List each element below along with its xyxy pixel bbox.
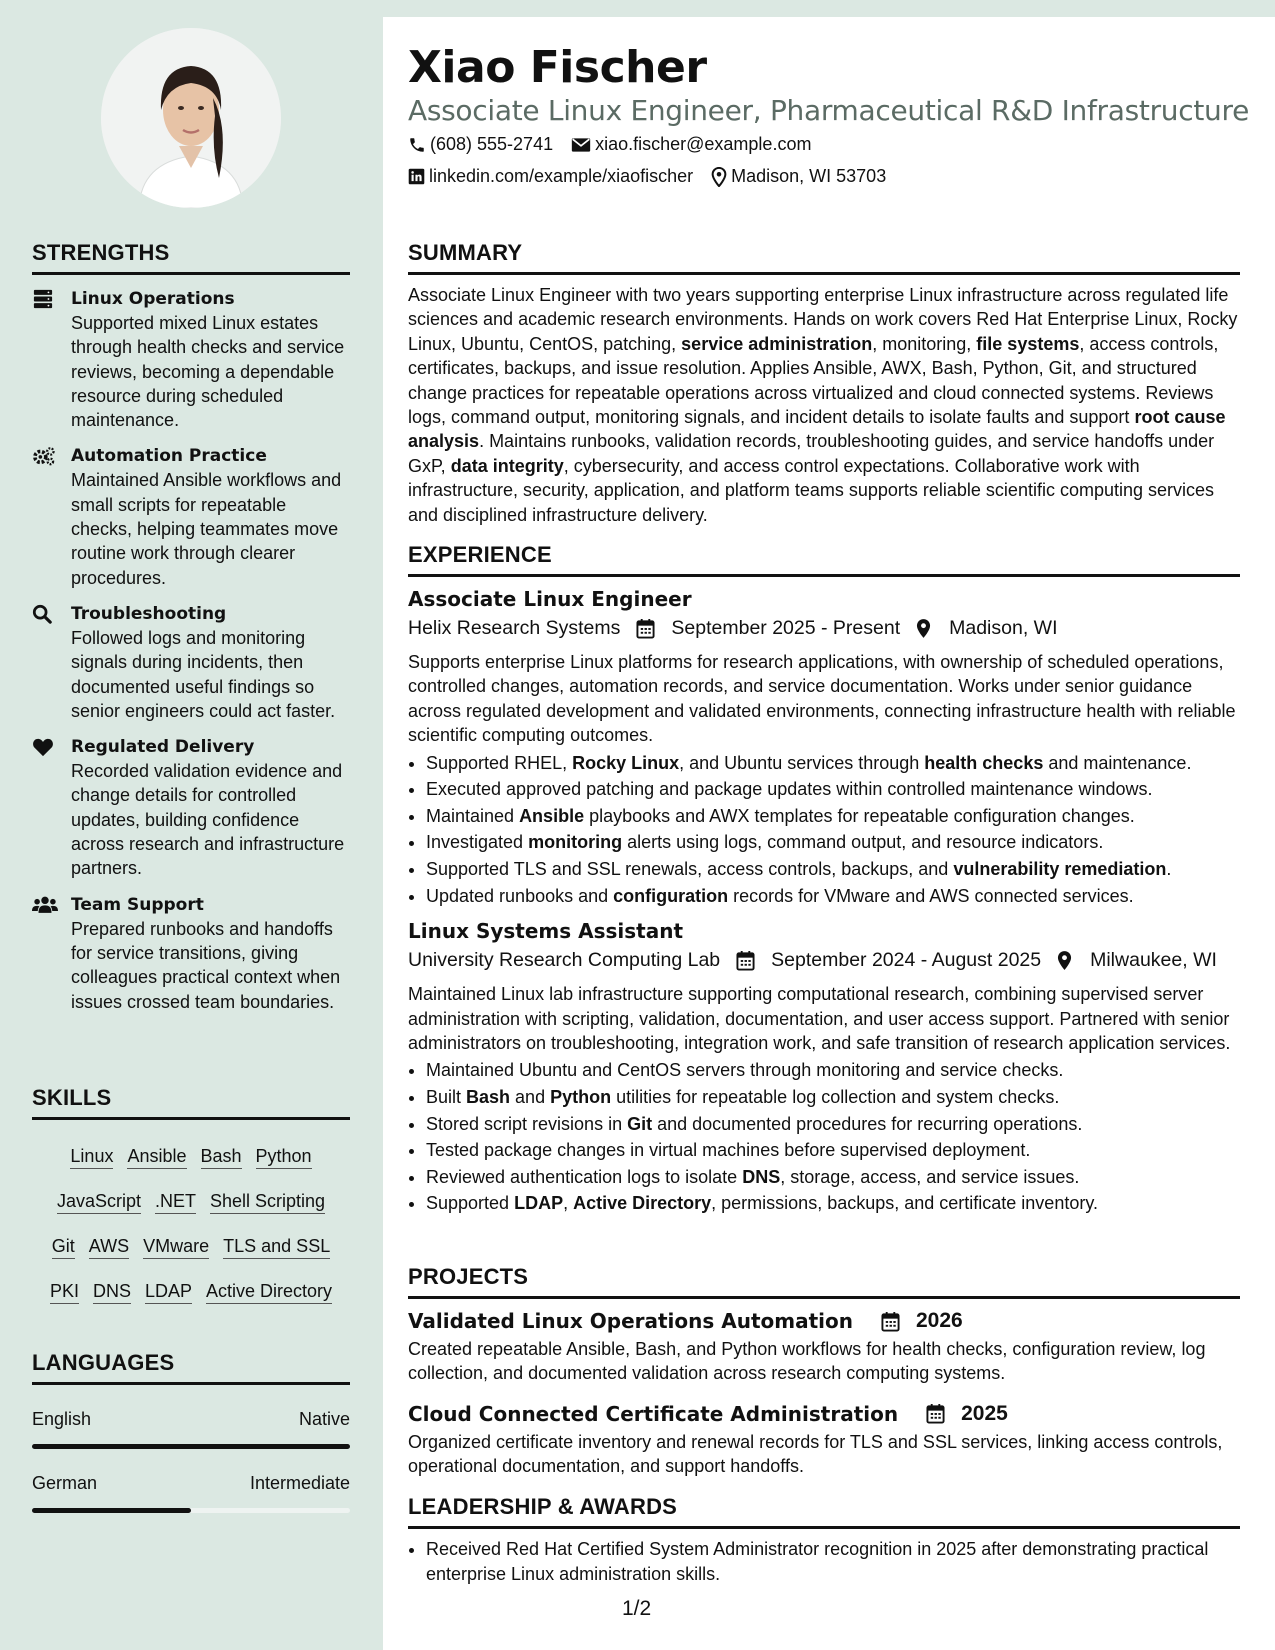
job-company: University Research Computing Lab bbox=[408, 949, 721, 972]
bullet-item: • Reviewed authentication logs to isolate DNS, storage, access, and service issues. bbox=[426, 1164, 1240, 1191]
map-pin-icon bbox=[711, 167, 727, 187]
job-bullets bbox=[408, 750, 1240, 910]
skill-tag: Git bbox=[52, 1235, 75, 1259]
job-location-text: Milwaukee, WI bbox=[1090, 949, 1217, 972]
page-number: 1/2 bbox=[622, 1597, 652, 1620]
project-title bbox=[408, 1309, 1240, 1333]
leadership-list bbox=[408, 1537, 1240, 1587]
map-pin-icon bbox=[1057, 950, 1080, 971]
skill-tag: DNS bbox=[93, 1280, 131, 1304]
strength-item bbox=[32, 735, 350, 880]
strength-desc: Recorded validation evidence and change details for controlled updates, building confidence across research and infrastructure partners. bbox=[71, 761, 345, 879]
phone-item bbox=[408, 134, 553, 155]
bullet-item: • Stored script revisions in Git and documented procedures for recurring operations. bbox=[426, 1111, 1240, 1138]
strength-title: Linux Operations bbox=[71, 289, 235, 309]
profile-photo bbox=[101, 28, 281, 208]
bullet-item: • Maintained Ubuntu and CentOS servers through monitoring and service checks. bbox=[426, 1057, 1240, 1084]
calendar-icon bbox=[912, 1403, 953, 1424]
phone-text: (608) 555-2741 bbox=[430, 134, 554, 154]
job-title: Linux Systems Assistant bbox=[408, 919, 684, 944]
project-description: Organized certificate inventory and renewal records for TLS and SSL services, linking access controls, operational documentation, and support handoffs. bbox=[408, 1431, 1223, 1477]
contact-row-2 bbox=[408, 166, 904, 187]
email-item[interactable] bbox=[571, 134, 811, 155]
contact-row-1 bbox=[408, 134, 829, 155]
language-bar-fill bbox=[32, 1508, 191, 1513]
strength-title: Regulated Delivery bbox=[71, 737, 255, 758]
skill-tag: Active Directory bbox=[206, 1280, 332, 1304]
location-item bbox=[711, 166, 886, 187]
bullet-item: • Built Bash and Python utilities for repeatable log collection and system checks. bbox=[426, 1084, 1240, 1111]
project-description: Created repeatable Ansible, Bash, and Python workflows for health checks, configuration review, log collection, and documented validation across research computing systems. bbox=[408, 1339, 1206, 1384]
envelope-icon bbox=[571, 137, 591, 153]
skill-tag: .NET bbox=[155, 1190, 196, 1214]
leadership-section bbox=[408, 1494, 1240, 1587]
strength-item bbox=[32, 893, 350, 1014]
strengths-section bbox=[32, 240, 350, 1014]
gears-icon bbox=[32, 446, 56, 468]
candidate-role: Associate Linux Engineer, Pharmaceutical R&D Infrastructure bbox=[408, 94, 1249, 127]
skill-tag: VMware bbox=[143, 1235, 209, 1259]
job-location-text: Madison, WI bbox=[949, 617, 1058, 639]
bullet-item: • Updated runbooks and configuration records for VMware and AWS connected services. bbox=[426, 883, 1240, 910]
skills-section bbox=[32, 1085, 350, 1314]
job-meta bbox=[408, 617, 1240, 640]
project-name: Validated Linux Operations Automation bbox=[408, 1309, 853, 1333]
strength-title: Troubleshooting bbox=[71, 603, 227, 624]
summary-title: SUMMARY bbox=[408, 240, 1240, 275]
skill-tag: TLS and SSL bbox=[223, 1235, 330, 1259]
candidate-name: Xiao Fischer bbox=[408, 42, 707, 93]
bullet-item: • Executed approved patching and package updates within controlled maintenance windows. bbox=[426, 776, 1240, 803]
skill-tag: Ansible bbox=[127, 1145, 186, 1169]
calendar-icon bbox=[636, 618, 663, 639]
strength-desc: Prepared runbooks and handoffs for service transitions, giving colleagues practical context when issues crossed team boundaries. bbox=[71, 918, 341, 1012]
language-name: German bbox=[32, 1473, 98, 1493]
job-dates-text: September 2025 - Present bbox=[671, 617, 901, 639]
project-year: 2026 bbox=[916, 1309, 963, 1332]
strength-title: Team Support bbox=[71, 894, 204, 915]
projects-title: PROJECTS bbox=[408, 1264, 1240, 1299]
bullet-item: • Maintained Ansible playbooks and AWX templates for repeatable configuration changes. bbox=[426, 803, 1240, 830]
strength-item bbox=[32, 444, 350, 589]
job-description: Supports enterprise Linux platforms for research applications, with ownership of scheduled operations, controlled changes, automation records, and service documentation. Works under senior guidance across regulated development and validated environments, connecting infrastructure health with reliable scientific computing outcomes. bbox=[408, 652, 1236, 746]
email-link[interactable]: xiao.fischer@example.com bbox=[595, 134, 812, 154]
job-dates-text: September 2024 - August 2025 bbox=[771, 949, 1042, 972]
languages-title: LANGUAGES bbox=[32, 1350, 350, 1385]
language-bar bbox=[32, 1444, 350, 1449]
job-dates bbox=[736, 949, 1041, 972]
summary-text: Associate Linux Engineer with two years supporting enterprise Linux infrastructure across regulated life sciences and academic research environments. Hands on work covers Red Hat Enterprise Linux, Rocky Linux, Ubuntu, CentOS, patching, service administration, monitoring, file systems, access controls, certificates, backups, and issue resolution. Applies Ansible, AWX, Bash, Python, Git, and structured change practices for repeatable operations across virtualized and cloud connected systems. Reviews logs, command output, monitoring signals, and incident details to isolate faults and support root cause analysis. Maintains runbooks, validation records, troubleshooting guides, and service handoffs under GxP, data integrity, cybersecurity, and access control expectations. Collaborative work with infrastructure, security, application, and platform teams supports reliable scientific computing services and disciplined infrastructure delivery. bbox=[408, 285, 1238, 525]
language-row bbox=[32, 1409, 350, 1430]
calendar-icon bbox=[736, 950, 763, 971]
linkedin-link[interactable]: linkedin.com/example/xiaofischer bbox=[429, 166, 694, 186]
job-title: Associate Linux Engineer bbox=[408, 587, 692, 611]
magnifier-icon bbox=[32, 604, 56, 626]
strength-desc: Supported mixed Linux estates through health checks and service reviews, becoming a dependable resource during scheduled maintenance. bbox=[71, 313, 345, 431]
bullet-item: • Investigated monitoring alerts using logs, command output, and resource indicators. bbox=[426, 829, 1240, 856]
skills-row bbox=[32, 1269, 350, 1314]
skills-row bbox=[32, 1179, 350, 1224]
calendar-icon bbox=[867, 1311, 908, 1332]
skill-tag: LDAP bbox=[145, 1280, 192, 1304]
phone-icon bbox=[408, 136, 426, 154]
language-bar-fill bbox=[32, 1444, 350, 1449]
project-name: Cloud Connected Certificate Administration bbox=[408, 1401, 899, 1426]
bullet-item: • Supported TLS and SSL renewals, access controls, backups, and vulnerability remediation. bbox=[426, 856, 1240, 883]
bullet-item: • Received Red Hat Certified System Administrator recognition in 2025 after demonstrating practical enterprise Linux administration skills. bbox=[426, 1537, 1240, 1587]
skills-list bbox=[32, 1134, 350, 1314]
leadership-title: LEADERSHIP & AWARDS bbox=[408, 1494, 1240, 1529]
skill-tag: JavaScript bbox=[57, 1190, 141, 1214]
job-company: Helix Research Systems bbox=[408, 617, 621, 639]
strengths-title: STRENGTHS bbox=[32, 240, 350, 275]
language-name: English bbox=[32, 1409, 92, 1429]
job-location bbox=[1057, 949, 1217, 972]
summary-section bbox=[408, 240, 1240, 527]
skills-title: SKILLS bbox=[32, 1085, 350, 1120]
job-meta bbox=[408, 949, 1240, 972]
bullet-item: • Supported RHEL, Rocky Linux, and Ubuntu services through health checks and maintenance. bbox=[426, 750, 1240, 777]
skills-row bbox=[32, 1224, 350, 1269]
bullet-item: • Tested package changes in virtual machines before supervised deployment. bbox=[426, 1137, 1240, 1164]
job-description: Maintained Linux lab infrastructure supporting computational research, combining supervised server administration with scripting, validation, documentation, and user access support. Partnered with senior administrators on troubleshooting, integration work, and safe transition of research application services. bbox=[408, 984, 1231, 1053]
skill-tag: Shell Scripting bbox=[210, 1190, 325, 1214]
strengths-list bbox=[32, 287, 350, 1014]
skill-tag: Bash bbox=[201, 1145, 242, 1169]
linkedin-item[interactable] bbox=[408, 166, 693, 187]
strength-item bbox=[32, 602, 350, 723]
languages-section bbox=[32, 1350, 350, 1513]
strength-item bbox=[32, 287, 350, 432]
experience-section bbox=[408, 542, 1240, 1217]
job-location bbox=[916, 617, 1057, 640]
skill-tag: Python bbox=[256, 1145, 312, 1169]
skill-tag: PKI bbox=[50, 1280, 79, 1304]
server-icon bbox=[32, 289, 56, 311]
linkedin-icon bbox=[408, 168, 425, 185]
users-icon bbox=[32, 895, 56, 917]
language-level: Native bbox=[298, 1409, 350, 1429]
strength-desc: Maintained Ansible workflows and small scripts for repeatable checks, helping teammates move routine work through clearer procedures. bbox=[71, 470, 342, 588]
skill-tag: AWS bbox=[89, 1235, 129, 1259]
language-row bbox=[32, 1473, 350, 1494]
language-level: Intermediate bbox=[249, 1473, 350, 1493]
language-bar bbox=[32, 1508, 350, 1513]
job-entry bbox=[408, 919, 1240, 1217]
strength-title: Automation Practice bbox=[71, 446, 267, 467]
bullet-item: • Supported LDAP, Active Directory, permissions, backups, and certificate inventory. bbox=[426, 1190, 1240, 1217]
job-entry bbox=[408, 587, 1240, 909]
experience-title: EXPERIENCE bbox=[408, 542, 1240, 577]
heart-icon bbox=[32, 737, 56, 759]
location-text: Madison, WI 53703 bbox=[731, 166, 887, 186]
strength-desc: Followed logs and monitoring signals during incidents, then documented useful findings so senior engineers could act faster. bbox=[71, 627, 336, 721]
languages-list bbox=[32, 1409, 350, 1513]
skill-tag: Linux bbox=[70, 1145, 113, 1169]
job-dates bbox=[636, 617, 900, 640]
job-bullets bbox=[408, 1057, 1240, 1217]
project-year: 2025 bbox=[961, 1401, 1008, 1425]
project-title bbox=[408, 1402, 1240, 1426]
map-pin-icon bbox=[916, 618, 939, 639]
projects-section bbox=[408, 1264, 1240, 1479]
skills-row bbox=[32, 1134, 350, 1179]
